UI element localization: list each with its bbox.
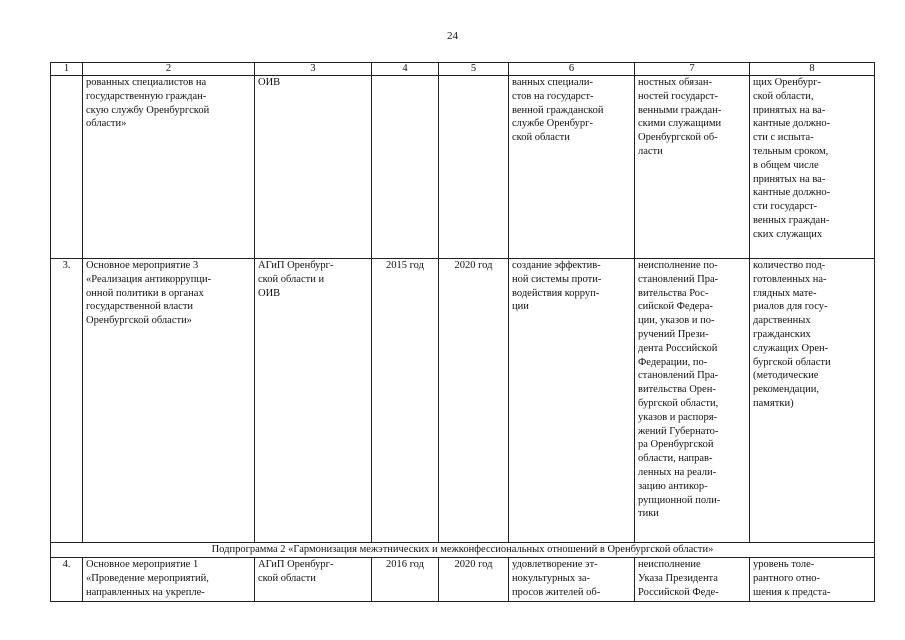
- column-header: 3: [255, 63, 372, 76]
- executor: ОИВ: [255, 76, 372, 259]
- column-header: 7: [635, 63, 750, 76]
- measure-name: Основное мероприятие 1 «Проведение мероприятий, направленных на укрепле-: [83, 558, 255, 602]
- consequences: неисполнение Указа Президента Российской Феде-: [635, 558, 750, 602]
- column-header: 8: [750, 63, 875, 76]
- row-number: 3.: [51, 259, 83, 543]
- program-table: [50, 62, 875, 602]
- column-header: 1: [51, 63, 83, 76]
- expected-result: создание эффектив- ной системы проти- водействия корруп- ции: [509, 259, 635, 543]
- column-header: 5: [439, 63, 509, 76]
- indicator: щих Оренбург- ской области, принятых на ва- кантные должно- сти с испыта- тельным сроком, в общем числе принятых на ва- кантные должно- сти государст- венных граждан- ских служащих: [750, 76, 875, 259]
- table-header-row: [51, 63, 875, 76]
- start-year: [372, 76, 439, 259]
- executor: АГиП Оренбург- ской области и ОИВ: [255, 259, 372, 543]
- subprogram-title: Подпрограмма 2 «Гармонизация межэтнических и межконфессиональных отношений в Оренбургской области»: [51, 543, 875, 558]
- indicator: количество под- готовленных на- глядных мате- риалов для госу- дарственных гражданских служащих Орен- бургской области (методические рекомендации, памятки): [750, 259, 875, 543]
- end-year: 2020 год: [439, 259, 509, 543]
- end-year: [439, 76, 509, 259]
- measure-name: Основное мероприятие 3 «Реализация антикоррупци- онной политики в органах государственной власти Оренбургской области»: [83, 259, 255, 543]
- indicator: уровень толе- рантного отно- шения к предста-: [750, 558, 875, 602]
- expected-result: ванных специали- стов на государст- венной гражданской службе Оренбург- ской области: [509, 76, 635, 259]
- table-row: [51, 76, 875, 259]
- table-row: [51, 558, 875, 602]
- consequences: неисполнение по- становлений Пра- вительства Рос- сийской Федера- ции, указов и по- ручений Прези- дента Российской Федерации, по- становлений Пра- вительства Орен- бургской области, указов и распоря- жений Губернато- ра Оренбургской области, направ- ленных на реали- зацию антикор- рупционной поли- тики: [635, 259, 750, 543]
- row-number: 4.: [51, 558, 83, 602]
- table-row: [51, 259, 875, 543]
- consequences: ностных обязан- ностей государст- венными граждан- скими служащими Оренбургской об- ласти: [635, 76, 750, 259]
- column-header: 2: [83, 63, 255, 76]
- column-header: 6: [509, 63, 635, 76]
- end-year: 2020 год: [439, 558, 509, 602]
- expected-result: удовлетворение эт- нокультурных за- просов жителей об-: [509, 558, 635, 602]
- page-number: 24: [447, 30, 458, 42]
- start-year: 2016 год: [372, 558, 439, 602]
- start-year: 2015 год: [372, 259, 439, 543]
- subprogram-row: [51, 543, 875, 558]
- measure-name: рованных специалистов на государственную граждан- скую службу Оренбургской области»: [83, 76, 255, 259]
- row-number: [51, 76, 83, 259]
- executor: АГиП Оренбург- ской области: [255, 558, 372, 602]
- column-header: 4: [372, 63, 439, 76]
